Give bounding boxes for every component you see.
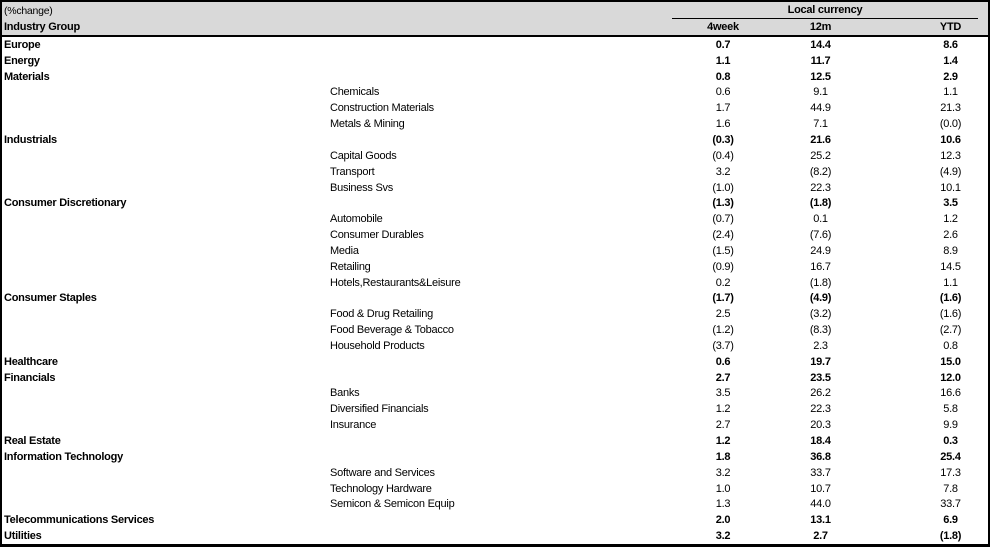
industry-label: Food & Drug Retailing [330, 308, 433, 321]
value-4week: (1.0) [712, 181, 734, 194]
value-ytd: (2.7) [939, 324, 962, 337]
value-4week: 3.5 [715, 387, 731, 400]
value-4week: 3.2 [715, 530, 731, 543]
industry-label: Business Svs [330, 181, 394, 194]
value-4week: 3.2 [715, 466, 731, 479]
table-row-sector [2, 528, 988, 544]
industry-label: Financials [4, 371, 56, 384]
table-row-industry [2, 322, 988, 338]
value-12m: (8.2) [809, 165, 832, 178]
value-ytd: 2.9 [943, 70, 958, 83]
value-12m: 9.1 [813, 86, 828, 99]
value-12m: 16.7 [810, 260, 831, 273]
value-4week: (1.7) [712, 292, 734, 305]
value-ytd: 10.6 [940, 133, 961, 146]
table-row-sector [2, 433, 988, 449]
value-4week: 0.8 [715, 70, 731, 83]
value-4week: 1.3 [715, 498, 731, 511]
value-12m: 33.7 [810, 466, 831, 479]
value-12m: 7.1 [813, 118, 828, 131]
table-row-sector [2, 512, 988, 528]
value-12m: 24.9 [810, 244, 831, 257]
value-ytd: (0.0) [939, 118, 962, 131]
table-row-industry [2, 401, 988, 417]
table-body [2, 37, 988, 544]
header-row-columns [2, 19, 988, 35]
industry-label: Media [330, 244, 359, 257]
table-row-sector [2, 449, 988, 465]
industry-label: Industrials [4, 133, 57, 146]
value-ytd: (4.9) [939, 165, 962, 178]
value-4week: 3.2 [715, 165, 731, 178]
header-row-top [2, 2, 988, 19]
industry-label: Consumer Staples [4, 292, 97, 305]
value-12m: 21.6 [810, 133, 831, 146]
local-currency-group [658, 2, 988, 19]
value-ytd: 10.1 [940, 181, 961, 194]
value-ytd: 17.3 [940, 466, 961, 479]
value-12m: (7.6) [809, 229, 832, 242]
value-ytd: 25.4 [940, 450, 961, 463]
value-4week: (1.2) [712, 324, 734, 337]
value-ytd: 1.1 [943, 86, 958, 99]
industry-label: Automobile [330, 213, 383, 226]
value-12m: 19.7 [810, 355, 831, 368]
value-12m: 26.2 [810, 387, 831, 400]
table-row-sector [2, 354, 988, 370]
value-4week: 0.6 [715, 86, 731, 99]
table-row-sector [2, 370, 988, 386]
value-4week: (0.4) [712, 149, 734, 162]
value-ytd: 12.3 [940, 149, 961, 162]
industry-label: Real Estate [4, 435, 61, 448]
value-12m: 22.3 [810, 403, 831, 416]
industry-label: Food Beverage & Tobacco [330, 324, 454, 337]
value-12m: 12.5 [810, 70, 831, 83]
percent-change-label: (%change) [4, 4, 53, 17]
industry-label: Metals & Mining [330, 118, 405, 131]
value-4week: (0.9) [712, 260, 734, 273]
table-row-industry [2, 338, 988, 354]
value-4week: (0.7) [712, 213, 734, 226]
industry-label: Household Products [330, 339, 425, 352]
value-ytd: 1.2 [943, 213, 958, 226]
value-4week: 2.7 [715, 419, 731, 432]
value-ytd: 15.0 [940, 355, 961, 368]
value-ytd: 3.5 [943, 197, 958, 210]
industry-label: Information Technology [4, 450, 123, 463]
value-12m: (1.8) [809, 197, 832, 210]
table-row-sector [2, 53, 988, 69]
industry-label: Europe [4, 38, 41, 51]
value-12m: (8.3) [809, 324, 832, 337]
value-12m: (1.8) [809, 276, 832, 289]
industry-label: Utilities [4, 530, 42, 543]
value-ytd: 0.3 [943, 435, 958, 448]
table-row-industry [2, 496, 988, 512]
col-header-ytd: YTD [939, 21, 962, 33]
table-row-industry [2, 417, 988, 433]
value-ytd: 7.8 [943, 482, 958, 495]
value-12m: 10.7 [810, 482, 831, 495]
industry-label: Consumer Discretionary [4, 197, 127, 210]
value-4week: 0.7 [715, 38, 731, 51]
value-ytd: 33.7 [940, 498, 961, 511]
col-header-4week: 4week [707, 21, 739, 33]
industry-label: Capital Goods [330, 149, 397, 162]
table-row-industry [2, 386, 988, 402]
value-ytd: 5.8 [943, 403, 958, 416]
industry-label: Software and Services [330, 466, 435, 479]
local-currency-label: Local currency [672, 2, 978, 19]
industry-label: Energy [4, 54, 40, 67]
value-ytd: 8.9 [943, 244, 958, 257]
value-12m: 2.7 [813, 530, 828, 543]
value-12m: 11.7 [810, 54, 831, 67]
value-4week: 2.7 [715, 371, 731, 384]
value-ytd: 2.6 [943, 229, 958, 242]
industry-label: Consumer Durables [330, 229, 424, 242]
industry-label: Semicon & Semicon Equip [330, 498, 455, 511]
table-row-sector [2, 69, 988, 85]
industry-label: Construction Materials [330, 102, 434, 115]
table-row-industry [2, 164, 988, 180]
table-row-sector [2, 195, 988, 211]
value-ytd: (1.6) [939, 292, 962, 305]
industry-label: Chemicals [330, 86, 380, 99]
industry-label: Insurance [330, 419, 377, 432]
value-12m: 25.2 [810, 149, 831, 162]
value-ytd: 12.0 [940, 371, 961, 384]
value-ytd: 21.3 [940, 102, 961, 115]
table-row-industry [2, 227, 988, 243]
table-row-industry [2, 275, 988, 291]
table-row-industry [2, 243, 988, 259]
col-header-12m: 12m [809, 21, 832, 33]
value-ytd: 16.6 [940, 387, 961, 400]
table-row-industry [2, 180, 988, 196]
industry-label: Healthcare [4, 355, 58, 368]
value-ytd: (1.8) [939, 530, 962, 543]
table-row-industry [2, 306, 988, 322]
value-12m: 44.9 [810, 102, 831, 115]
table-row-industry [2, 481, 988, 497]
industry-label: Telecommunications Services [4, 514, 155, 527]
value-4week: 2.0 [715, 514, 731, 527]
value-4week: (2.4) [712, 229, 734, 242]
value-4week: (3.7) [712, 339, 734, 352]
value-4week: 1.2 [715, 435, 731, 448]
industry-label: Retailing [330, 260, 371, 273]
table-row-industry [2, 85, 988, 101]
value-ytd: 0.8 [943, 339, 958, 352]
value-4week: 1.0 [715, 482, 731, 495]
value-12m: 0.1 [813, 213, 828, 226]
value-12m: 2.3 [813, 339, 828, 352]
value-ytd: 6.9 [943, 514, 958, 527]
value-4week: (0.3) [712, 133, 734, 146]
table-row-industry [2, 211, 988, 227]
value-12m: (3.2) [809, 308, 832, 321]
value-4week: (1.3) [712, 197, 734, 210]
table-row-industry [2, 259, 988, 275]
industry-label: Materials [4, 70, 50, 83]
industry-label: Technology Hardware [330, 482, 432, 495]
value-12m: 18.4 [810, 435, 831, 448]
value-12m: 23.5 [810, 371, 831, 384]
value-4week: 1.6 [715, 118, 731, 131]
value-4week: 1.7 [715, 102, 731, 115]
table-row-industry [2, 148, 988, 164]
table-row-industry [2, 465, 988, 481]
value-4week: 2.5 [715, 308, 731, 321]
industry-label: Banks [330, 387, 360, 400]
industry-label: Hotels,Restaurants&Leisure [330, 276, 461, 289]
value-4week: (1.5) [712, 244, 734, 257]
value-12m: 36.8 [810, 450, 831, 463]
value-4week: 1.1 [715, 54, 731, 67]
table-row-industry [2, 116, 988, 132]
industry-label: Transport [330, 165, 375, 178]
industry-label: Diversified Financials [330, 403, 429, 416]
value-12m: 14.4 [810, 38, 831, 51]
table-row-industry [2, 100, 988, 116]
value-12m: 44.0 [810, 498, 831, 511]
value-4week: 1.2 [715, 403, 731, 416]
value-12m: 13.1 [810, 514, 831, 527]
table-row-sector [2, 132, 988, 148]
table-row-sector [2, 37, 988, 53]
value-ytd: 8.6 [943, 38, 958, 51]
value-4week: 1.8 [715, 450, 731, 463]
table-row-sector [2, 291, 988, 307]
value-ytd: 1.1 [943, 276, 958, 289]
value-4week: 0.6 [715, 355, 731, 368]
value-ytd: 1.4 [943, 54, 958, 67]
table-header [2, 2, 988, 37]
value-4week: 0.2 [715, 276, 731, 289]
value-ytd: 14.5 [940, 260, 961, 273]
value-ytd: (1.6) [939, 308, 962, 321]
industry-group-header: Industry Group [4, 21, 80, 33]
value-ytd: 9.9 [943, 419, 958, 432]
value-12m: (4.9) [809, 292, 832, 305]
value-12m: 22.3 [810, 181, 831, 194]
value-12m: 20.3 [810, 419, 831, 432]
